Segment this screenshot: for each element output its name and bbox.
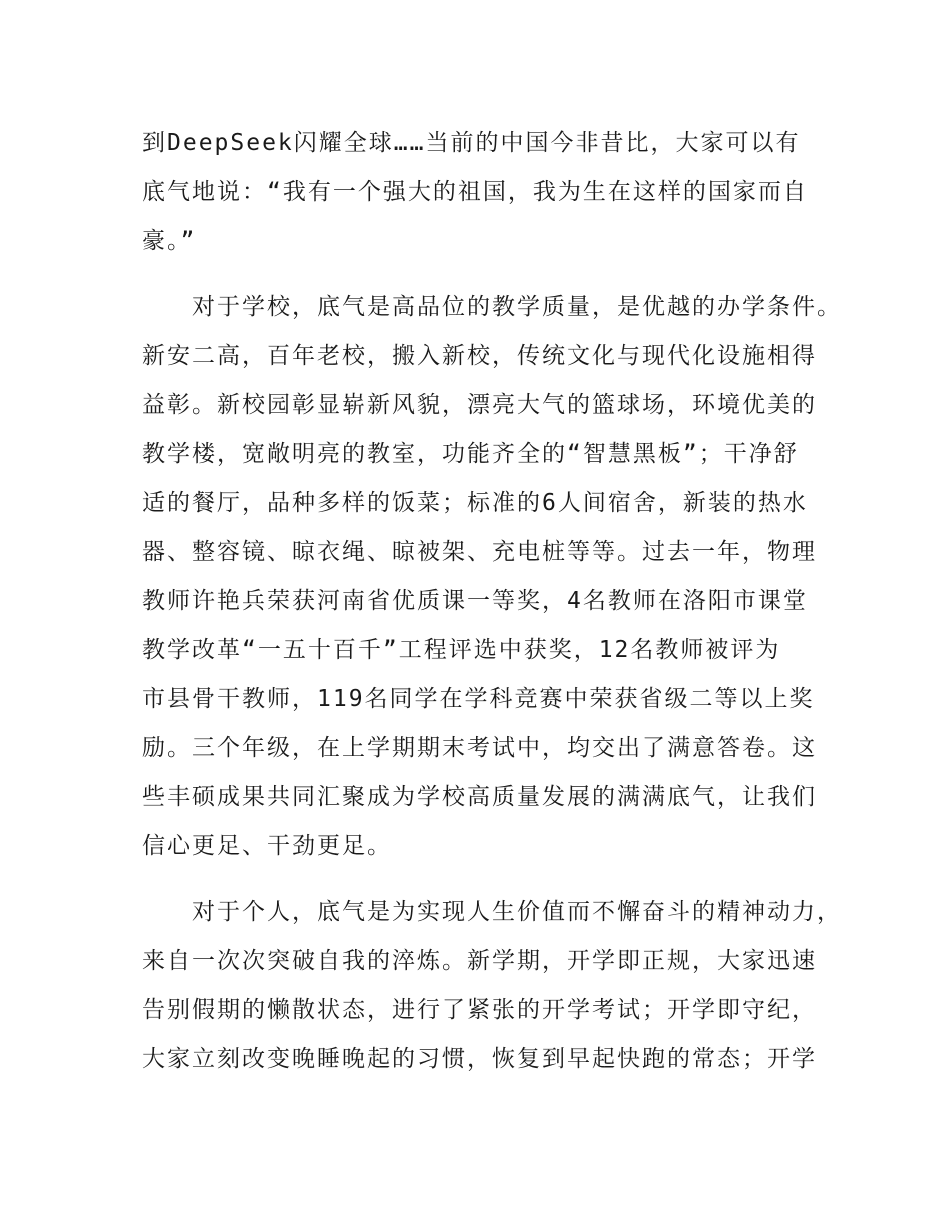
paragraph-3-line-4: 大家立刻改变晚睡晚起的习惯，恢复到早起快跑的常态；开学	[142, 1046, 817, 1072]
paragraph-1-line-1: 到DeepSeek闪耀全球……当前的中国今非昔比，大家可以有	[142, 130, 801, 156]
paragraph-2-line-1: 对于学校，底气是高品位的教学质量，是优越的办学条件。	[142, 294, 842, 320]
paragraph-2-line-6: 器、整容镜、晾衣绳、晾被架、充电桩等等。过去一年，物理	[142, 539, 817, 565]
paragraph-2-line-9: 市县骨干教师，119名同学在学科竞赛中荣获省级二等以上奖	[142, 686, 815, 712]
paragraph-2-line-11: 些丰硕成果共同汇聚成为学校高质量发展的满满底气，让我们	[142, 784, 817, 810]
paragraph-2-line-7: 教师许艳兵荣获河南省优质课一等奖，4名教师在洛阳市课堂	[142, 588, 808, 614]
paragraph-2-line-10: 励。三个年级，在上学期期末考试中，均交出了满意答卷。这	[142, 735, 817, 761]
paragraph-1-line-2: 底气地说：“我有一个强大的祖国，我为生在这样的国家而自	[142, 179, 808, 205]
paragraph-3-line-1: 对于个人，底气是为实现人生价值而不懈奋斗的精神动力，	[142, 899, 842, 925]
paragraph-3-line-3: 告别假期的懒散状态，进行了紧张的开学考试；开学即守纪，	[142, 997, 817, 1023]
paragraph-2-line-2: 新安二高，百年老校，搬入新校，传统文化与现代化设施相得	[142, 343, 817, 369]
paragraph-2-line-8: 教学改革“一五十百千”工程评选中获奖，12名教师被评为	[142, 637, 781, 663]
paragraph-2-line-5: 适的餐厅，品种多样的饭菜；标准的6人间宿舍，新装的热水	[142, 490, 808, 516]
paragraph-1-line-3: 豪。”	[142, 228, 197, 254]
paragraph-3-line-2: 来自一次次突破自我的淬炼。新学期，开学即正规，大家迅速	[142, 948, 817, 974]
paragraph-2-line-3: 益彰。新校园彰显崭新风貌，漂亮大气的篮球场，环境优美的	[142, 392, 817, 418]
paragraph-2-line-12: 信心更足、干劲更足。	[142, 833, 392, 859]
paragraph-2-line-4: 教学楼，宽敞明亮的教室，功能齐全的“智慧黑板”；干净舒	[142, 441, 799, 467]
